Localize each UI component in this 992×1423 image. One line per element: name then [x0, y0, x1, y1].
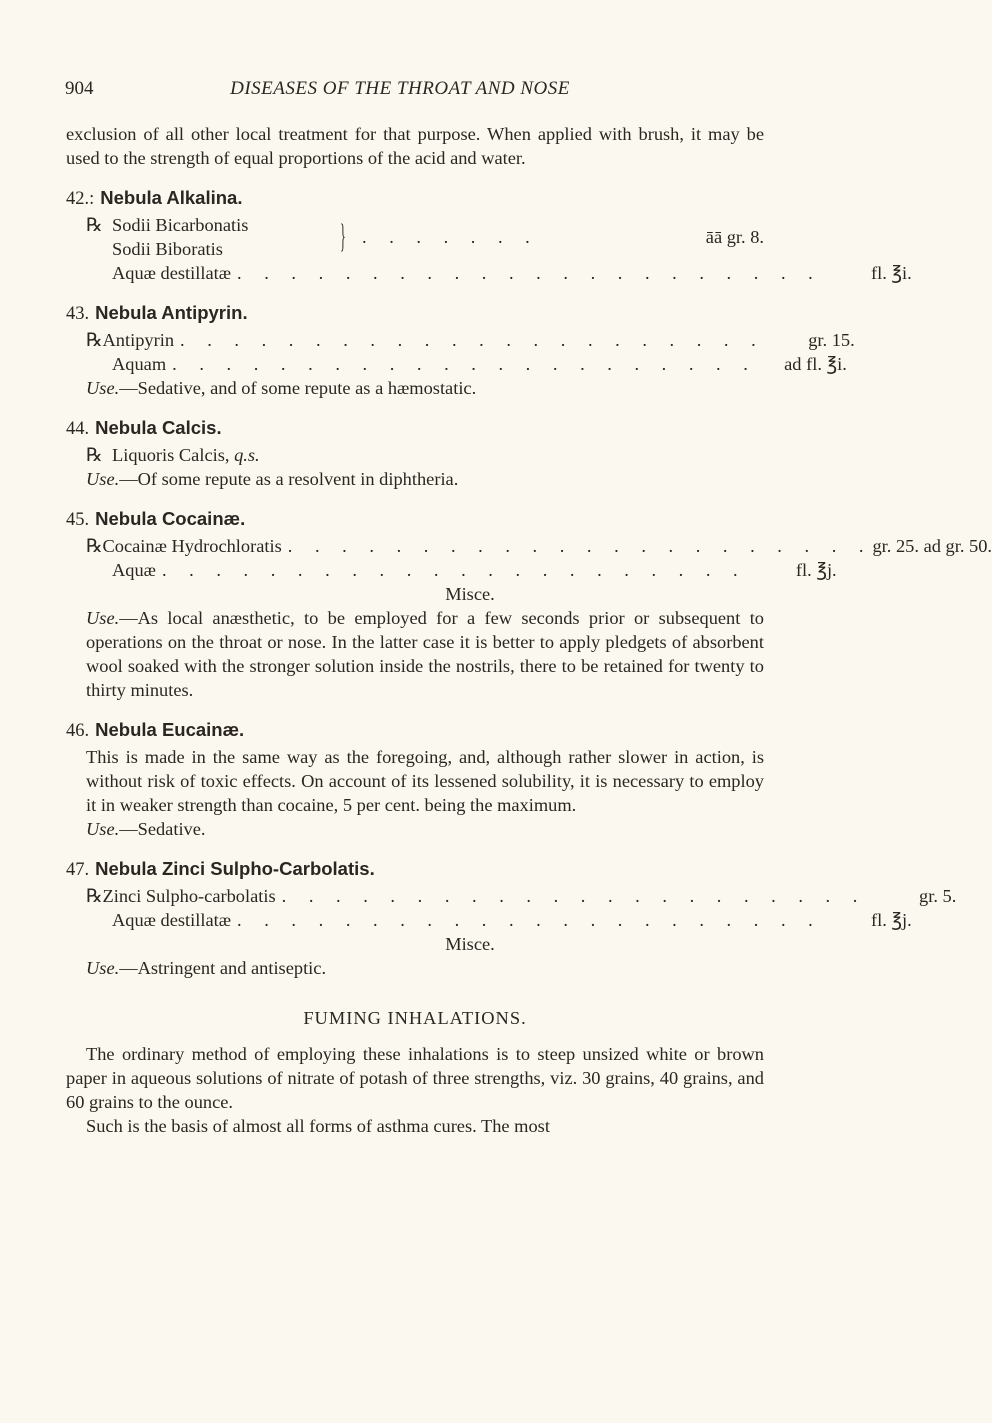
running-head: [65, 78, 735, 108]
leader-dots: . . . . . . . . . . . . . . . . . . . . . .: [237, 910, 822, 930]
ingredient-quantity: āā gr. 8.: [705, 227, 764, 247]
ingredient-name: Cocainæ Hydrochloratis: [102, 536, 282, 556]
entry-45-title: 45. Nebula Cocainæ.: [66, 508, 246, 530]
entry-number: 47.: [66, 860, 90, 880]
recipe-symbol-icon: ℞: [86, 886, 103, 906]
entry-44-title: 44. Nebula Calcis.: [66, 417, 222, 439]
entry-number: 44.: [66, 419, 90, 439]
rx-line: [66, 261, 912, 285]
recipe-symbol-icon: ℞: [86, 445, 103, 465]
ingredient-name: Aquæ destillatæ: [112, 263, 232, 283]
use-note: Use.—Sedative.: [86, 819, 206, 839]
leader-dots: . . . . . . . . . . . . . . . . . . . . . .: [281, 886, 867, 906]
use-note: Use.—Sedative, and of some repute as a hæmostatic.: [86, 378, 477, 398]
entry-number: 42.:: [66, 189, 95, 209]
page-content: [66, 122, 992, 1138]
entry-47-title: 47. Nebula Zinci Sulpho-Carbolatis.: [66, 858, 375, 880]
entry-42-title: 42.: Nebula Alkalina.: [66, 187, 243, 209]
section-paragraph: Such is the basis of almost all forms of asthma cures. The most: [86, 1116, 550, 1136]
page-number: 904: [65, 78, 94, 99]
ingredient-quantity: gr. 25. ad gr. 50.: [872, 536, 992, 556]
section-heading: FUMING INHALATIONS.: [303, 1008, 527, 1028]
ingredient-quantity: fl. ℥j.: [870, 910, 912, 930]
section-paragraph: The ordinary method of employing these inhalations is to steep unsized white or brown paper in aqueous solutions of nitrate of potash of three strengths, viz. 30 grains, 40 grains, and 60 grains to the ounce.: [66, 1044, 764, 1112]
rx-line: [66, 443, 764, 467]
use-note: Use.—Of some repute as a resolvent in diphtheria.: [86, 469, 459, 489]
brace-icon: }: [340, 218, 346, 255]
misce-instruction: Misce.: [445, 934, 495, 954]
ingredient-name: Antipyrin: [102, 330, 175, 350]
ingredient-quantity: gr. 15.: [808, 330, 855, 350]
ingredient-quantity: ad fl. ℥i.: [784, 354, 847, 374]
recipe-symbol-icon: ℞: [86, 536, 103, 556]
ingredient-name: Liquoris Calcis, q.s.: [112, 445, 260, 465]
leader-dots: . . . . . . . . . . . . . . . . . . . . . .: [172, 354, 757, 374]
rx-line: [66, 352, 847, 376]
intro-paragraph: exclusion of all other local treatment for that purpose. When applied with brush, it may be used to the strength of equal proportions of the acid and water.: [66, 124, 764, 168]
ingredient-name: Aquam: [112, 354, 167, 374]
leader-dots: . . . . . . . . . . . . . . . . . . . . . .: [237, 263, 822, 283]
rx-line: [66, 908, 912, 932]
leader-dots: . . . . . . . . . . . . . . . . . . . . . .: [180, 330, 765, 350]
misce-instruction: Misce.: [445, 584, 495, 604]
leader-dots: . . . . . . . . . . . . . . . . . . . . . .: [287, 536, 873, 556]
ingredient-name: Aquæ: [112, 560, 156, 580]
recipe-symbol-icon: ℞: [86, 215, 103, 235]
entry-number: 45.: [66, 510, 90, 530]
ingredient-quantity: gr. 5.: [919, 886, 957, 906]
leader-dots: . . . . . . .: [362, 227, 539, 247]
leader-dots: . . . . . . . . . . . . . . . . . . . . . .: [161, 560, 747, 580]
entry-46-title: 46. Nebula Eucainæ.: [66, 719, 245, 741]
ingredient-name: Sodii Biboratis: [112, 239, 223, 259]
entry-number: 43.: [66, 304, 90, 324]
rx-line: [66, 328, 855, 352]
rx-line: [66, 558, 837, 582]
ingredient-name: Sodii Bicarbonatis: [112, 215, 249, 235]
ingredient-name: Aquæ destillatæ: [112, 910, 232, 930]
rx-line: [66, 534, 992, 558]
rx-line: [66, 884, 957, 908]
use-note: Use.—Astringent and antiseptic.: [86, 958, 327, 978]
use-note: Use.—As local anæsthetic, to be employed for a few seconds prior or subsequent to operations on the throat or nose. In the latter case it is better to apply pledgets of absorbent wool soaked with the stronger solution inside the nostrils, there to be retained for twenty to thirty minutes.: [86, 608, 764, 700]
ingredient-quantity: fl. ℥j.: [795, 560, 837, 580]
entry-number: 46.: [66, 721, 90, 741]
ingredient-name: Zinci Sulpho-carbolatis: [102, 886, 276, 906]
entry-43-title: 43. Nebula Antipyrin.: [66, 302, 248, 324]
running-title: DISEASES OF THE THROAT AND NOSE: [230, 78, 570, 99]
recipe-symbol-icon: ℞: [86, 330, 103, 350]
entry-46-text: This is made in the same way as the foregoing, and, although rather slower in action, is without risk of toxic effects. On account of its lessened solubility, it is necessary to employ it in weaker strength than cocaine, 5 per cent. being the maximum.: [86, 747, 764, 815]
ingredient-quantity: fl. ℥i.: [870, 263, 912, 283]
